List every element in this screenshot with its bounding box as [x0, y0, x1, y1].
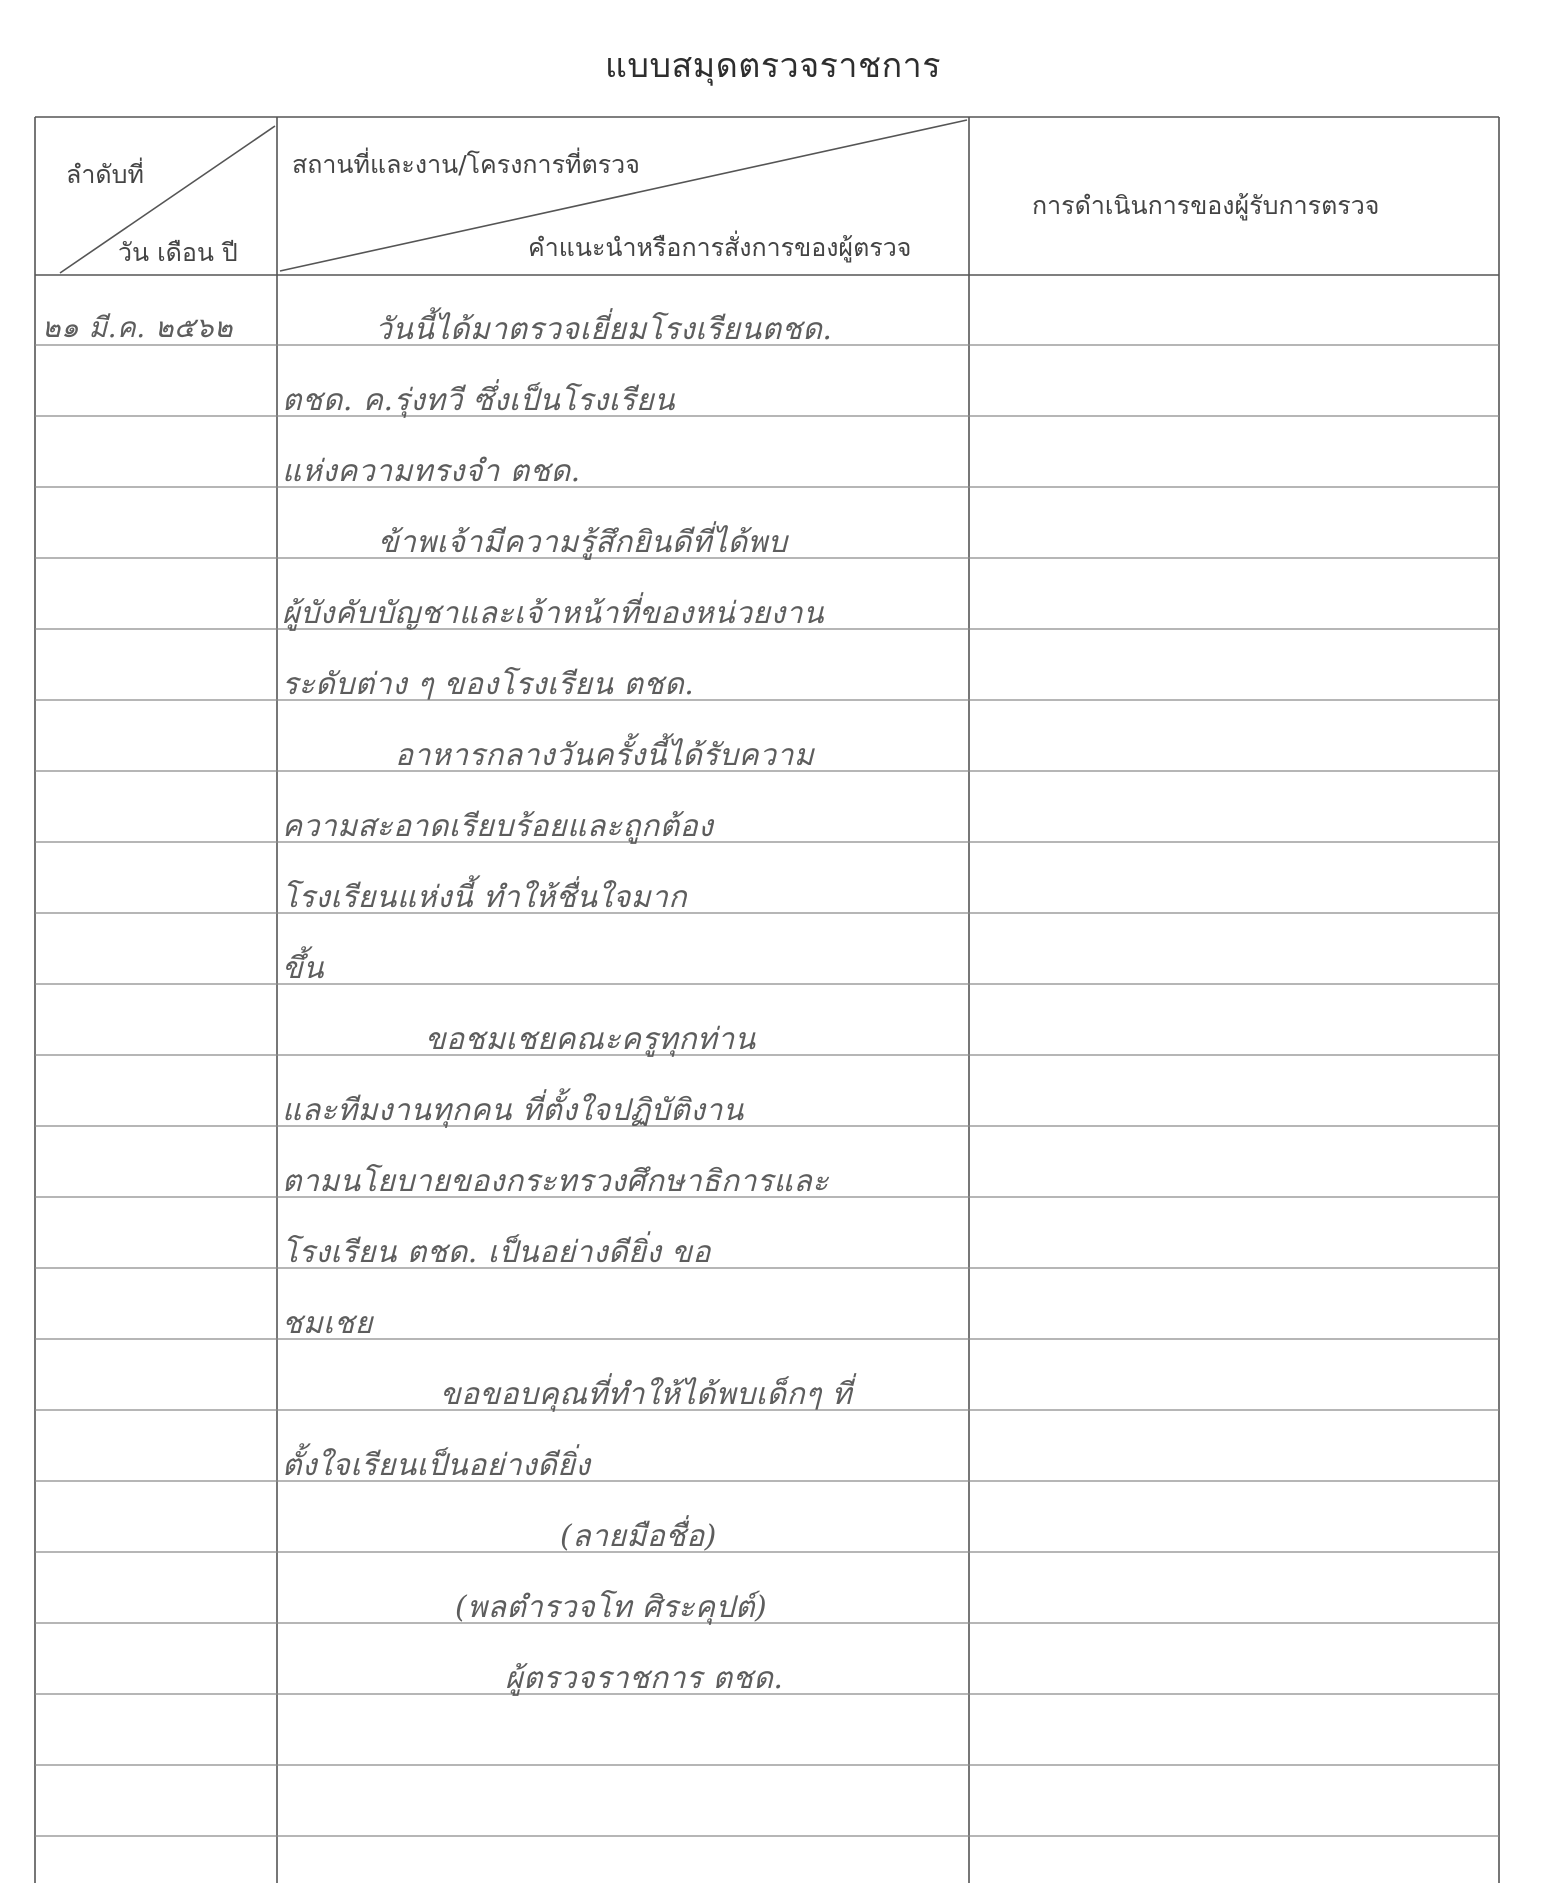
handwritten-line: โรงเรียนแห่งนี้ ทำให้ชื่นใจมาก [282, 880, 688, 915]
handwritten-line: ผู้บังคับบัญชาและเจ้าหน้าที่ของหน่วยงาน [282, 596, 824, 631]
handwritten-line: ขึ้น [282, 951, 325, 986]
header-sequence-label: ลำดับที่ [66, 160, 144, 189]
handwritten-line: ชมเชย [282, 1306, 373, 1341]
handwritten-line: (ลายมือชื่อ) [560, 1519, 717, 1554]
handwritten-line: ตชด. ค.รุ่งทวี ซึ่งเป็นโรงเรียน [282, 383, 676, 418]
handwritten-line: ความสะอาดเรียบร้อยและถูกต้อง [282, 809, 714, 844]
entry-date: ๒๑ มี.ค. ๒๕๖๒ [42, 311, 233, 344]
page-title: แบบสมุดตรวจราชการ [604, 46, 942, 86]
handwritten-line: ตั้งใจเรียนเป็นอย่างดียิ่ง [282, 1448, 591, 1483]
header-date-label: วัน เดือน ปี [118, 238, 238, 267]
handwritten-line: (พลตำรวจโท ศิระคุปต์) [455, 1590, 768, 1625]
handwritten-line: แห่งความทรงจำ ตชด. [282, 454, 581, 489]
handwritten-line: ข้าพเจ้ามีความรู้สึกยินดีที่ได้พบ [378, 525, 788, 560]
handwritten-line: ผู้ตรวจราชการ ตชด. [505, 1661, 784, 1696]
handwritten-line: ขอขอบคุณที่ทำให้ได้พบเด็กๆ ที่ [440, 1377, 853, 1412]
handwritten-line: ขอชมเชยคณะครูทุกท่าน [425, 1022, 756, 1057]
handwritten-line: ตามนโยบายของกระทรวงศึกษาธิการและ [282, 1164, 829, 1199]
handwritten-line: อาหารกลางวันครั้งนี้ได้รับความ [395, 738, 815, 773]
handwritten-line: วันนี้ได้มาตรวจเยี่ยมโรงเรียนตชด. [375, 312, 833, 347]
handwritten-line: และทีมงานทุกคน ที่ตั้งใจปฏิบัติงาน [282, 1093, 744, 1128]
handwritten-line: ระดับต่าง ๆ ของโรงเรียน ตชด. [282, 667, 695, 702]
header-place-label: สถานที่และงาน/โครงการที่ตรวจ [292, 150, 640, 179]
header-advice-label: คำแนะนำหรือการสั่งการของผู้ตรวจ [528, 233, 912, 262]
header-response-label: การดำเนินการของผู้รับการตรวจ [1032, 191, 1380, 220]
handwritten-line: โรงเรียน ตชด. เป็นอย่างดียิ่ง ขอ [282, 1235, 711, 1270]
